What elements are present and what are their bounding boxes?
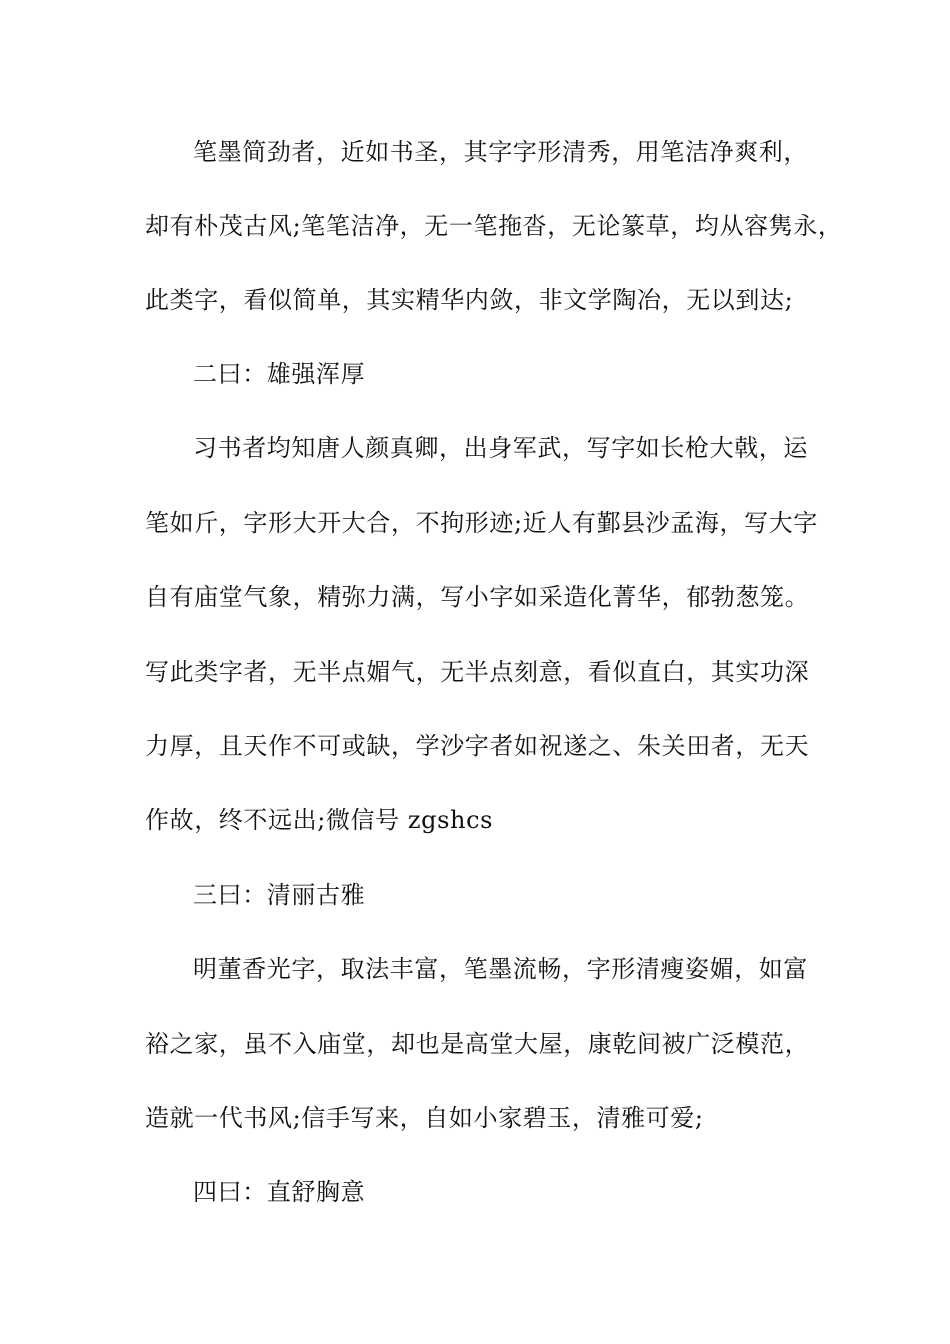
paragraph-line: 笔墨简劲者，近如书圣，其字字形清秀，用笔洁净爽利， bbox=[193, 138, 808, 166]
paragraph-line: 造就一代书风;信手写来，自如小家碧玉，清雅可爱; bbox=[145, 1104, 704, 1132]
section-heading: 三曰：清丽古雅 bbox=[193, 881, 366, 909]
paragraph-line: 笔如斤，字形大开大合，不拘形迹;近人有鄞县沙孟海，写大字 bbox=[145, 509, 818, 537]
paragraph-line: 自有庙堂气象，精弥力满，写小字如采造化菁华，郁勃葱笼。 bbox=[145, 583, 810, 611]
paragraph-line: 力厚，且天作不可或缺，学沙字者如祝遂之、朱关田者，无天 bbox=[145, 732, 810, 760]
paragraph-line: 习书者均知唐人颜真卿，出身军武，写字如长枪大戟，运 bbox=[193, 434, 808, 462]
section-heading: 四曰：直舒胸意 bbox=[193, 1178, 366, 1206]
paragraph-line: 此类字，看似简单，其实精华内敛，非文学陶冶，无以到达; bbox=[145, 286, 794, 314]
section-heading: 二曰：雄强浑厚 bbox=[193, 360, 366, 388]
paragraph-line: 明董香光字，取法丰富，笔墨流畅，字形清瘦姿媚，如富 bbox=[193, 955, 808, 983]
paragraph-line: 作故，终不远出;微信号 zgshcs bbox=[145, 806, 494, 834]
paragraph-line: 却有朴茂古风;笔笔洁净，无一笔拖沓，无论篆草，均从容隽永， bbox=[145, 212, 843, 240]
paragraph-line: 裕之家，虽不入庙堂，却也是高堂大屋，康乾间被广泛模范， bbox=[145, 1030, 810, 1058]
paragraph-line: 写此类字者，无半点媚气，无半点刻意，看似直白，其实功深 bbox=[145, 658, 810, 686]
